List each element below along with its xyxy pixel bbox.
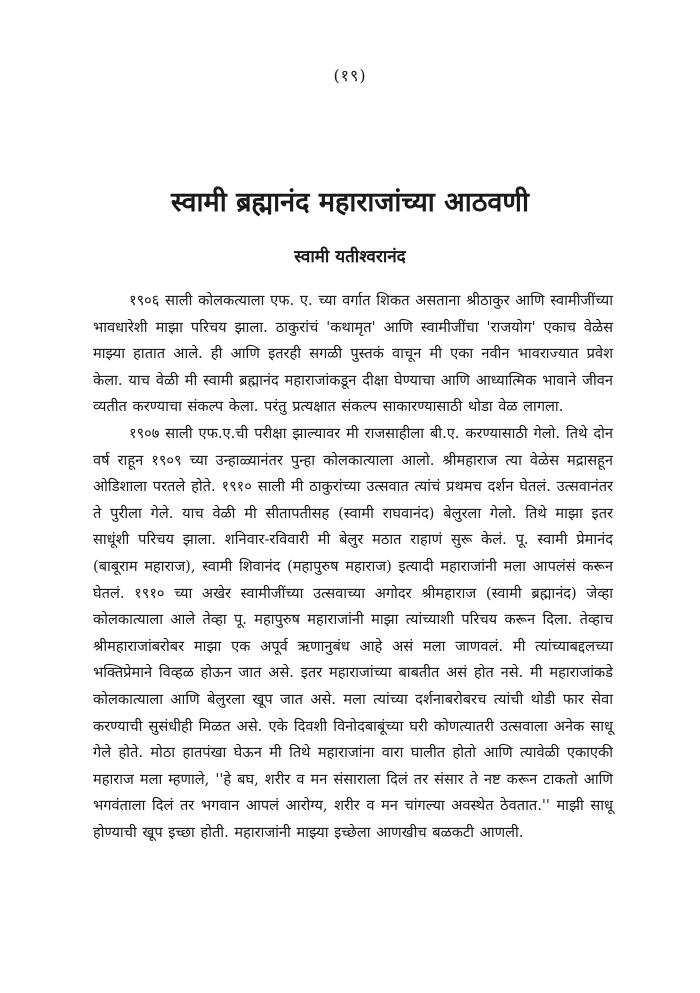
author-name: स्वामी यतीश्वरानंद xyxy=(294,247,406,267)
page-number: (१९) xyxy=(333,66,367,85)
chapter-title: स्वामी ब्रह्मानंद महाराजांच्या आठवणी xyxy=(171,187,529,218)
paragraph: १९०६ साली कोलकत्याला एफ. ए. च्या वर्गात शिकत असताना श्रीठाकुर आणि स्वामीजींच्या भावधारेशी माझा परिचय झाला. ठाकुरांचं 'कथामृत' आणि स्वामीजींचा 'राजयोग' एकाच वेळेस माझ्या हातात आले. ही आणि इतरही सगळी पुस्तकं वाचून मी एका नवीन भावराज्यात प्रवेश केला. याच वेळी मी स्वामी ब्रह्मानंद महाराजांकडून दीक्षा घेण्याचा आणि आध्यात्मिक भावाने जीवन व्यतीत करण्याचा संकल्प केला. परंतु प्रत्यक्षात संकल्प साकारण्यासाठी थोडा वेळ लागला. xyxy=(93,292,613,416)
body-text xyxy=(93,288,613,846)
paragraph: १९०७ साली एफ.ए.ची परीक्षा झाल्यावर मी राजसाहीला बी.ए. करण्यासाठी गेलो. तिथे दोन वर्ष राहून १९०९ च्या उन्हाळ्यानंतर पुन्हा कोलकात्याला आलो. श्रीमहाराज त्या वेळेस मद्रासहून ओडिशाला परतले होते. १९१० साली मी ठाकुरांच्या उत्सवात त्यांचं प्रथमच दर्शन घेतलं. उत्सवानंतर ते पुरीला गेले. याच वेळी मी सीतापतीसह (स्वामी राघवानंद) बेलुरला गेलो. तिथे माझा इतर साधूंशी परिचय झाला. शनिवार-रविवारी मी बेलुर मठात राहाणं सुरू केलं. पू. स्वामी प्रेमानंद (बाबूराम महाराज), स्वामी शिवानंद (महापुरुष महाराज) इत्यादी महाराजांनी मला आपलंसं करून घेतलं. १९१० च्या अखेर स्वामीजींच्या उत्सवाच्या अगोदर श्रीमहाराज (स्वामी ब्रह्मानंद) जेव्हा कोलकात्याला आले तेव्हा पू. महापुरुष महाराजांनी माझा त्यांच्याशी परिचय करून दिला. तेव्हाच श्रीमहाराजांबरोबर माझा एक अपूर्व ऋणानुबंध आहे असं मला जाणवलं. मी त्यांच्याबद्दलच्या भक्तिप्रेमाने विव्हळ होऊन जात असे. इतर महाराजांच्या बाबतीत असं होत नसे. मी महाराजांकडे कोलकात्याला आणि बेलुरला खूप जात असे. मला त्यांच्या दर्शनाबरोबरच त्यांची थोडी फार सेवा करण्याची सुसंधीही मिळत असे. एके दिवशी विनोदबाबूंच्या घरी कोणत्यातरी उत्सवाला अनेक साधू गेले होते. मोठा हातपंखा घेऊन मी तिथे महाराजांना वारा घालीत होतो आणि त्यावेळी एकाएकी महाराज मला म्हणाले, ''हे बघ, शरीर व मन संसाराला दिलं तर संसार ते नष्ट करून टाकतो आणि भगवंताला दिलं तर भगवान आपलं आरोग्य, शरीर व मन चांगल्या अवस्थेत ठेवतात.'' माझी साधू होण्याची खूप इच्छा होती. महाराजांनी माझ्या इच्छेला आणखीच बळकटी आणली. xyxy=(93,424,613,841)
